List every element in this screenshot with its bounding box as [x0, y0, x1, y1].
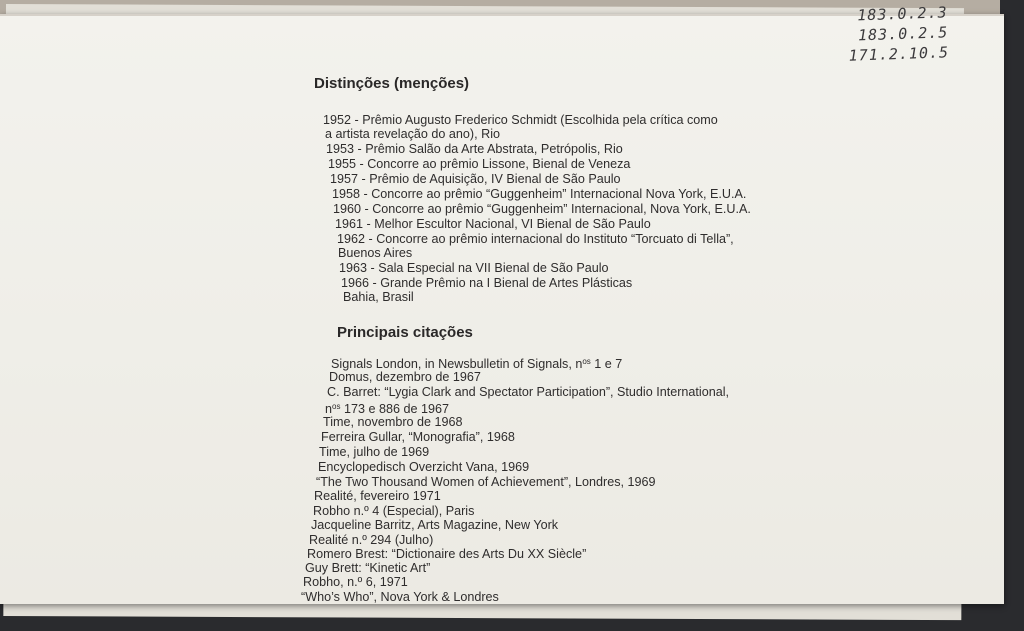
citation-item: Romero Brest: “Dictionaire des Arts Du XX Siècle”	[307, 547, 587, 561]
citation-item: Guy Brett: “Kinetic Art”	[305, 561, 431, 575]
archive-number: 171.2.10.5	[848, 43, 949, 65]
distinction-item: a artista revelação do ano), Rio	[325, 127, 501, 141]
distinction-item: 1957 - Prêmio de Aquisição, IV Bienal de São Paulo	[330, 172, 621, 186]
citation-item: Ferreira Gullar, “Monografia”, 1968	[321, 430, 515, 444]
distinction-item: 1962 - Concorre ao prêmio internacional do Instituto “Torcuato di Tella”,	[337, 232, 734, 246]
citation-item: Time, novembro de 1968	[323, 415, 463, 429]
distinction-item: 1958 - Concorre ao prêmio “Guggenheim” Internacional Nova York, E.U.A.	[332, 187, 747, 201]
document-page	[0, 14, 1004, 604]
archive-reference-numbers	[847, 2, 949, 65]
archive-number: 183.0.2.5	[857, 23, 949, 45]
citation-item: Realité n.º 294 (Julho)	[309, 533, 434, 547]
distinction-item: 1961 - Melhor Escultor Nacional, VI Bienal de São Paulo	[335, 217, 651, 231]
distinction-item: 1966 - Grande Prêmio na I Bienal de Artes Plásticas	[341, 276, 633, 290]
citations-heading: Principais citações	[337, 324, 473, 341]
citation-item: C. Barret: “Lygia Clark and Spectator Participation”, Studio International,	[327, 385, 730, 399]
citation-item: “Who’s Who”, Nova York & Londres	[301, 590, 499, 604]
citation-item: $n^{os}$ 173 e 886 de 1967	[325, 402, 450, 416]
citation-item: “The Two Thousand Women of Achievement”, Londres, 1969	[316, 475, 656, 489]
citation-item: Encyclopedisch Overzicht Vana, 1969	[318, 460, 530, 474]
distinction-item: 1953 - Prêmio Salão da Arte Abstrata, Petrópolis, Rio	[326, 142, 623, 156]
distinction-item: 1952 - Prêmio Augusto Frederico Schmidt (Escolhida pela crítica como	[323, 113, 718, 127]
distinctions-heading: Distinções (menções)	[314, 75, 470, 92]
distinction-item: 1963 - Sala Especial na VII Bienal de São Paulo	[339, 261, 609, 275]
citation-item: Jacqueline Barritz, Arts Magazine, New York	[311, 518, 559, 532]
citation-item: Signals London, in Newsbulletin of Signals, $n^{os}$ 1 e 7	[331, 357, 623, 371]
citation-item: Realité, fevereiro 1971	[314, 489, 441, 503]
citation-item: Robho, n.º 6, 1971	[303, 575, 408, 589]
citation-item: Robho n.º 4 (Especial), Paris	[313, 504, 475, 518]
archive-number: 183.0.2.3	[856, 3, 948, 25]
distinction-item: 1960 - Concorre ao prêmio “Guggenheim” Internacional, Nova York, E.U.A.	[333, 202, 751, 216]
citation-item: Domus, dezembro de 1967	[329, 370, 481, 384]
distinction-item: Bahia, Brasil	[343, 290, 414, 304]
citation-item: Time, julho de 1969	[319, 445, 430, 459]
distinction-item: 1955 - Concorre ao prêmio Lissone, Bienal de Veneza	[328, 157, 631, 171]
distinction-item: Buenos Aires	[338, 246, 413, 260]
